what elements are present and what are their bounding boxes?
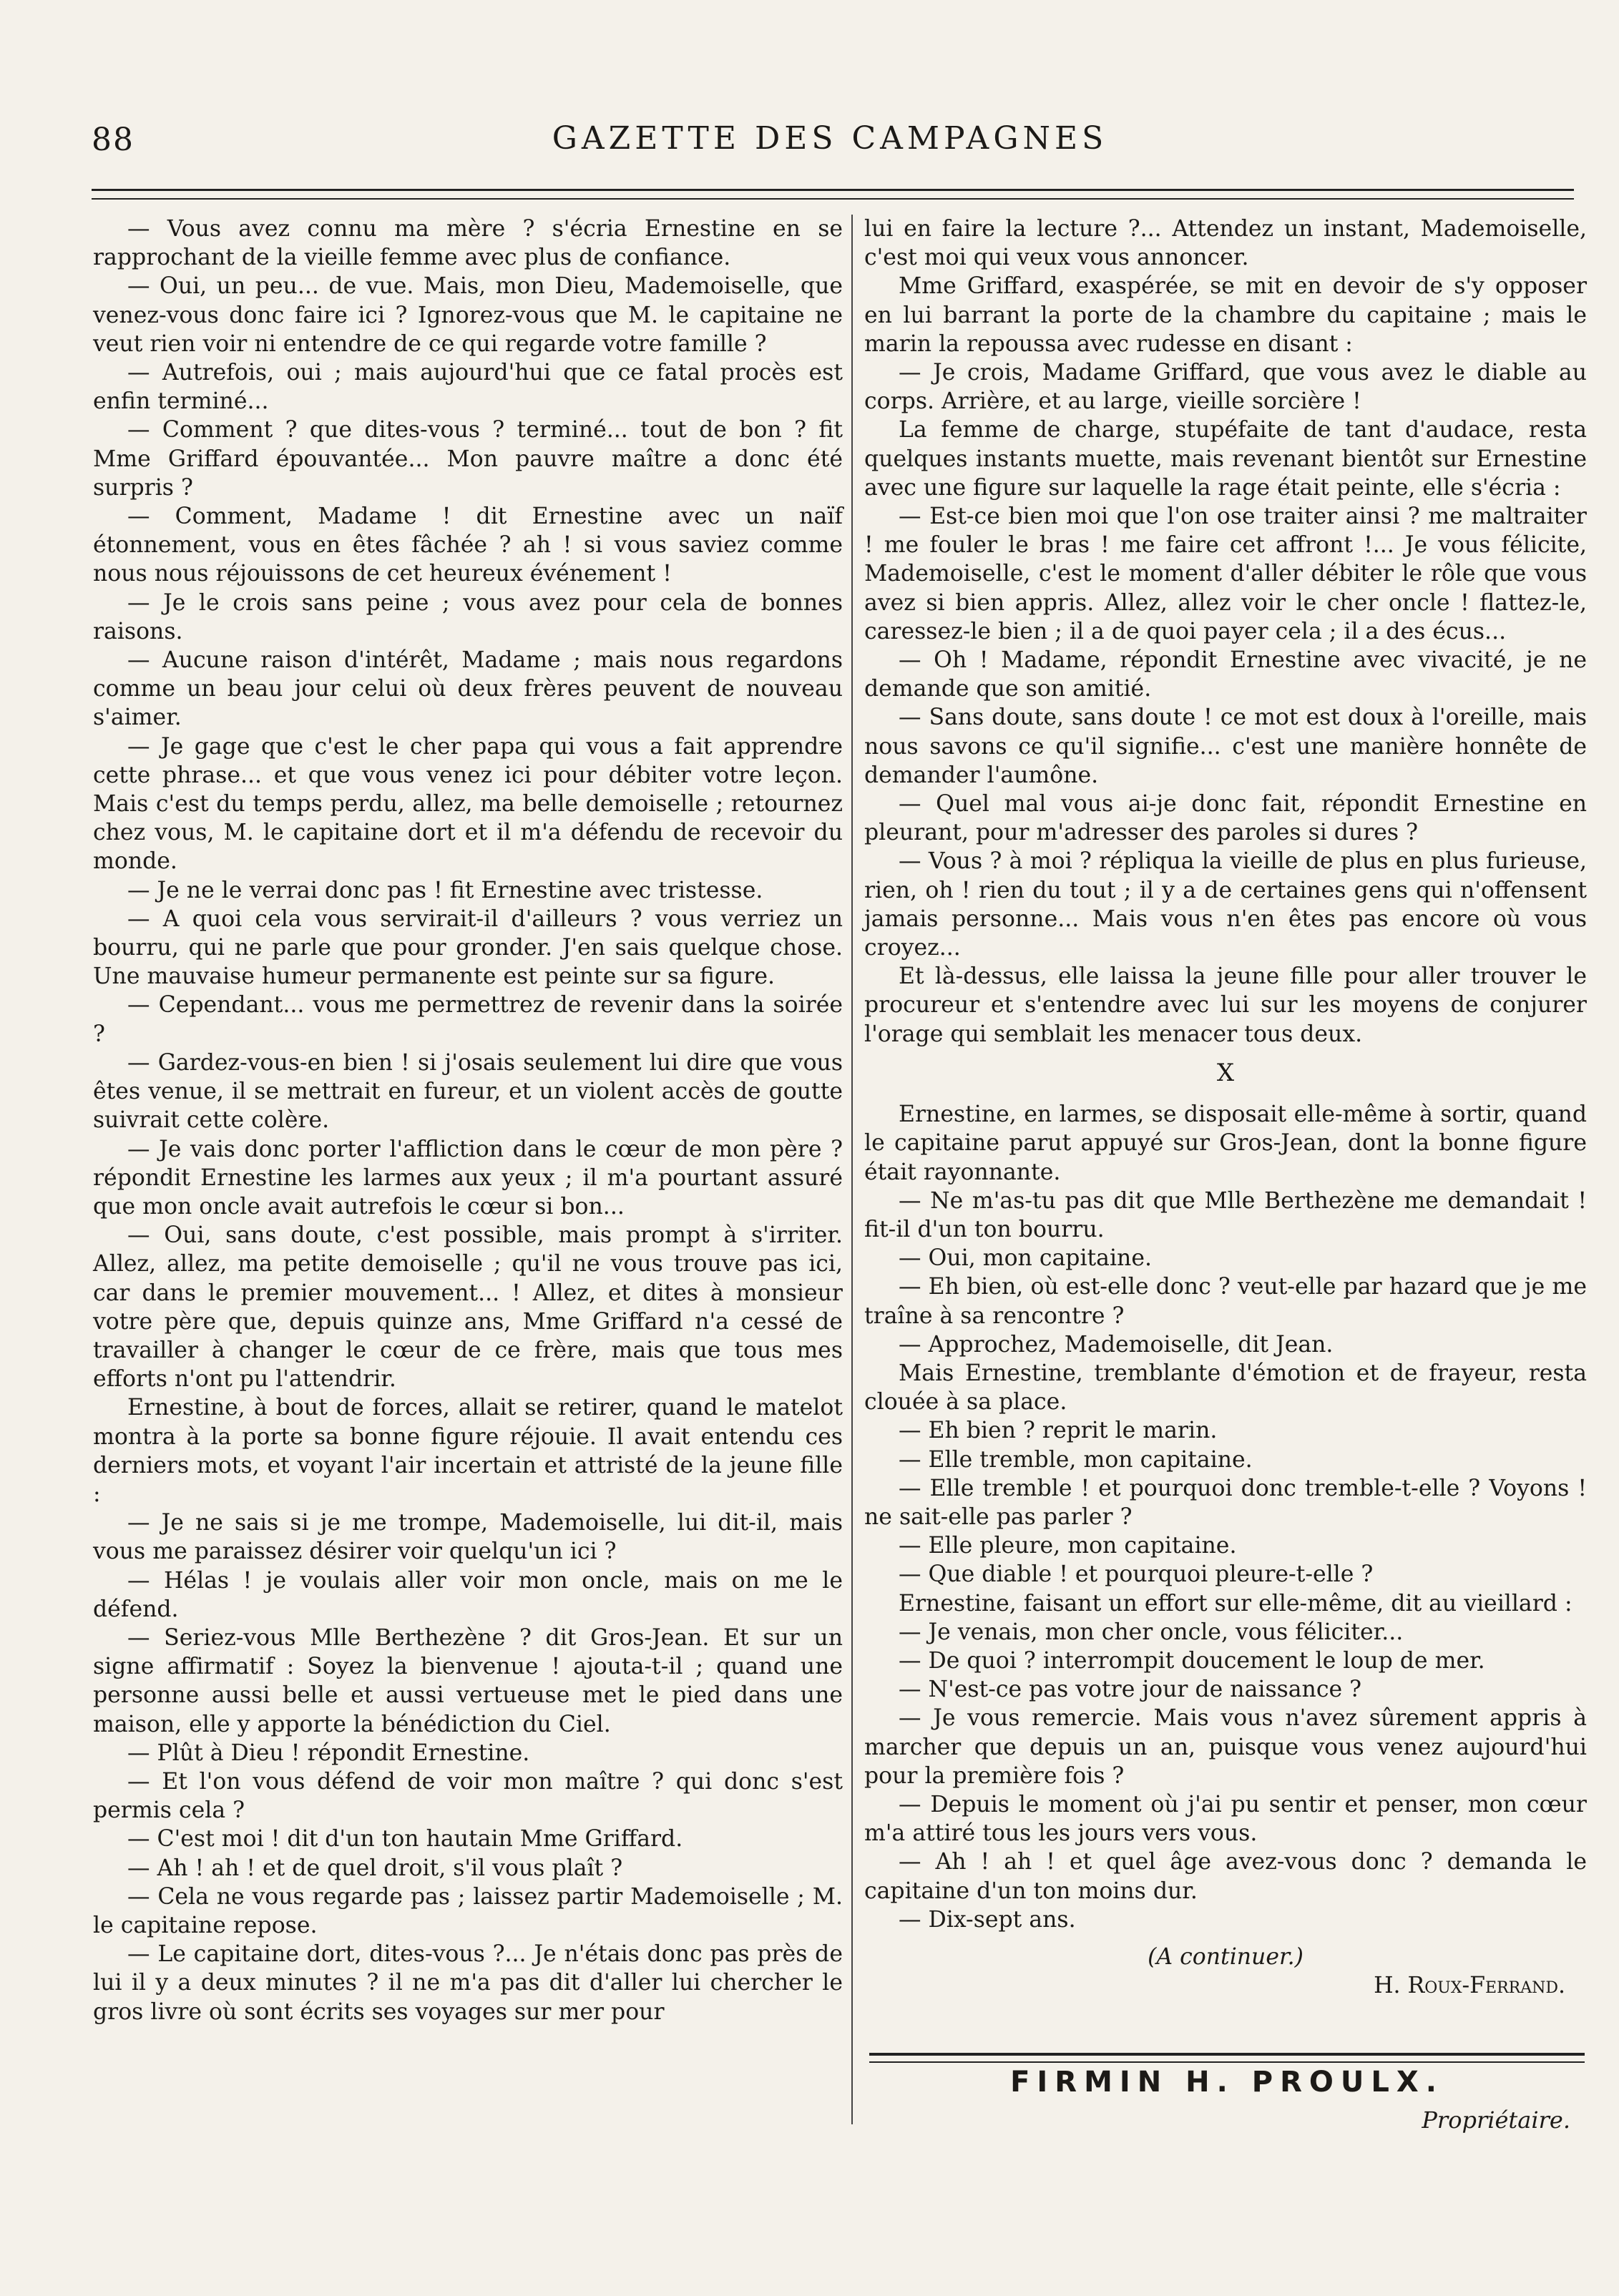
paragraph: — Je crois, Madame Griffard, que vous avez le diable au corps. Arrière, et au large, vieille sorcière !	[864, 360, 1587, 415]
paragraph: — Comment ? que dites-vous ? terminé... tout de bon ? fit Mme Griffard épouvantée... Mon pauvre maître a donc été surpris ?	[93, 417, 843, 501]
paragraph: — Sans doute, sans doute ! ce mot est doux à l'oreille, mais nous savons ce qu'il signifie... c'est une manière honnête de demander l'aumône.	[864, 705, 1587, 788]
paragraph: — Comment, Madame ! dit Ernestine avec un naïf étonnement, vous en êtes fâchée ? ah ! si vous saviez comme nous nous réjouissons de cet heureux événement !	[93, 504, 843, 587]
paragraph: — Cependant... vous me permettrez de revenir dans la soirée ?	[93, 992, 843, 1047]
paragraph: — Cela ne vous regarde pas ; laissez partir Mademoiselle ; M. le capitaine repose.	[93, 1883, 843, 1938]
paragraph: — Hélas ! je voulais aller voir mon oncle, mais on me le défend.	[93, 1567, 843, 1622]
paragraph: Mais Ernestine, tremblante d'émotion et de frayeur, resta clouée à sa place.	[864, 1360, 1587, 1416]
continuation-note: (A continuer.)	[1148, 1943, 1303, 1970]
paragraph: — Seriez-vous Mlle Berthezène ? dit Gros-Jean. Et sur un signe affirmatif : Soyez la bienvenue ! ajouta-t-il ; quand une personne aussi belle et aussi vertueuse met le pied dans une maison, elle y apporte la bénédiction du Ciel.	[93, 1624, 843, 1737]
paragraph: — Je gage que c'est le cher papa qui vous a fait apprendre cette phrase... et que vous venez ici pour débiter votre leçon. Mais c'est du temps perdu, allez, ma belle demoiselle ; retournez chez vous, M. le capitaine dort et il m'a défendu de recevoir du monde.	[93, 733, 843, 875]
paragraph: — Je vous remercie. Mais vous n'avez sûrement appris à marcher que depuis un an, puisque vous venez aujourd'hui pour la première fois ?	[864, 1705, 1587, 1789]
paragraph: — Je ne le verrai donc pas ! fit Ernestine avec tristesse.	[127, 877, 763, 903]
paragraph: Ernestine, faisant un effort sur elle-même, dit au vieillard :	[899, 1590, 1572, 1616]
paragraph: — Plût à Dieu ! répondit Ernestine.	[127, 1740, 530, 1766]
paragraph: — C'est moi ! dit d'un ton hautain Mme Griffard.	[127, 1826, 683, 1853]
paragraph: — Autrefois, oui ; mais aujourd'hui que ce fatal procès est enfin terminé...	[93, 360, 843, 415]
right-column	[864, 215, 1587, 2000]
column-divider	[851, 215, 853, 2124]
paragraph: — Oh ! Madame, répondit Ernestine avec vivacité, je ne demande que son amitié.	[864, 647, 1587, 702]
footer-rule	[869, 2053, 1585, 2063]
right-column-part-one	[864, 215, 1587, 1049]
paragraph: — Elle tremble, mon capitaine.	[899, 1446, 1253, 1473]
paragraph: — A quoi cela vous servirait-il d'ailleurs ? vous verriez un bourru, qui ne parle que pour gronder. J'en sais quelque chose. Une mauvaise humeur permanente est peinte sur sa figure.	[93, 906, 843, 990]
paragraph: — Oui, sans doute, c'est possible, mais prompt à s'irriter. Allez, allez, ma petite demoiselle ; qu'il ne vous trouve pas ici, car dans le premier mouvement... ! Allez, et dites à monsieur votre père que, depuis quinze ans, Mme Griffard n'a cessé de travailler à changer le cœur de ce frère, mais que tous mes efforts n'ont pu l'attendrir.	[93, 1222, 843, 1393]
author-signature: H. Roux-Ferrand.	[1374, 1973, 1565, 1999]
paragraph: — Oui, mon capitaine.	[899, 1245, 1152, 1272]
paragraph: — Approchez, Mademoiselle, dit Jean.	[899, 1331, 1334, 1358]
paragraph: — Eh bien ? reprit le marin.	[899, 1418, 1218, 1444]
paragraph: Et là-dessus, elle laissa la jeune fille pour aller trouver le procureur et s'entendre avec lui sur les moyens de conjurer l'orage qui semblait les menacer tous deux.	[864, 963, 1587, 1047]
page-header	[86, 114, 1574, 165]
paragraph: — Est-ce bien moi que l'on ose traiter ainsi ? me maltraiter ! me fouler le bras ! me faire cet affront !... Je vous félicite, Mademoiselle, c'est le moment d'aller débiter le rôle que vous avez si bien appris. Allez, allez voir le cher oncle ! flattez-le, caressez-le bien ; il a de quoi payer cela ; il a des écus...	[864, 504, 1587, 644]
paragraph: lui en faire la lecture ?... Attendez un instant, Mademoiselle, c'est moi qui veux vous annoncer.	[864, 216, 1587, 271]
paragraph: — Et l'on vous défend de voir mon maître ? qui donc s'est permis cela ?	[93, 1768, 843, 1824]
paragraph: Mme Griffard, exaspérée, se mit en devoir de s'y opposer en lui barrant la porte de la chambre du capitaine ; mais le marin la repoussa avec rudesse en disant :	[864, 273, 1587, 357]
paragraph: — Vous ? à moi ? répliqua la vieille de plus en plus furieuse, rien, oh ! rien du tout ; il y a de certaines gens qui n'offensent jamais personne... Mais vous n'en êtes pas encore où vous croyez...	[864, 848, 1587, 961]
paragraph: — Aucune raison d'intérêt, Madame ; mais nous regardons comme un beau jour celui où deux frères peuvent de nouveau s'aimer.	[93, 647, 843, 731]
paragraph: — Eh bien, où est-elle donc ? veut-elle par hazard que je me traîne à sa rencontre ?	[864, 1274, 1587, 1329]
left-column	[93, 215, 843, 2026]
paragraph: — Vous avez connu ma mère ? s'écria Ernestine en se rapprochant de la vieille femme avec plus de confiance.	[93, 216, 843, 271]
paragraph: Ernestine, en larmes, se disposait elle-même à sortir, quand le capitaine parut appuyé sur Gros-Jean, dont la bonne figure était rayonnante.	[864, 1102, 1587, 1185]
paragraph: — Je vais donc porter l'affliction dans le cœur de mon père ? répondit Ernestine les larmes aux yeux ; il m'a pourtant assuré que mon oncle avait autrefois le cœur si bon...	[93, 1136, 843, 1220]
proprietor-name: FIRMIN H. PROULX.	[1010, 2066, 1444, 2099]
paragraph: — Le capitaine dort, dites-vous ?... Je n'étais donc pas près de lui il y a deux minutes ? il ne m'a pas dit d'aller lui chercher le gros livre où sont écrits ses voyages sur mer pour	[93, 1941, 843, 2025]
paragraph: — Ah ! ah ! et de quel droit, s'il vous plaît ?	[127, 1855, 623, 1881]
paragraph: Ernestine, à bout de forces, allait se retirer, quand le matelot montra à la porte sa bonne figure réjouie. Il avait entendu ces derniers mots, et voyant l'air incertain et attristé de la jeune fille :	[93, 1395, 843, 1507]
page-number: 88	[92, 122, 134, 158]
paragraph: — Je ne sais si je me trompe, Mademoiselle, lui dit-il, mais vous me paraissez désirer voir quelqu'un ici ?	[93, 1510, 843, 1565]
paragraph: — Oui, un peu... de vue. Mais, mon Dieu, Mademoiselle, que venez-vous donc faire ici ? Ignorez-vous que M. le capitaine ne veut rien voir ni entendre de ce qui regarde votre famille ?	[93, 273, 843, 357]
paragraph: — Gardez-vous-en bien ! si j'osais seulement lui dire que vous êtes venue, il se mettrait en fureur, et un violent accès de goutte suivrait cette colère.	[93, 1049, 843, 1134]
paragraph: — Ne m'as-tu pas dit que Mlle Berthezène me demandait ! fit-il d'un ton bourru.	[864, 1187, 1587, 1242]
proprietor-role: Propriétaire.	[1422, 2106, 1570, 2134]
journal-title: GAZETTE DES CAMPAGNES	[552, 120, 1108, 157]
paragraph: — Depuis le moment où j'ai pu sentir et penser, mon cœur m'a attiré tous les jours vers vous.	[864, 1791, 1587, 1847]
paragraph: — Ah ! ah ! et quel âge avez-vous donc ? demanda le capitaine d'un ton moins dur.	[864, 1849, 1587, 1904]
paragraph: — Je venais, mon cher oncle, vous féliciter...	[899, 1619, 1404, 1645]
right-column-part-two	[864, 1100, 1587, 1934]
paragraph: — Elle tremble ! et pourquoi donc tremble-t-elle ? Voyons ! ne sait-elle pas parler ?	[864, 1475, 1587, 1530]
paragraph: — Dix-sept ans.	[899, 1906, 1076, 1933]
paragraph: — N'est-ce pas votre jour de naissance ?	[899, 1677, 1362, 1703]
paragraph: — De quoi ? interrompit doucement le loup de mer.	[899, 1647, 1485, 1674]
paragraph: — Que diable ! et pourquoi pleure-t-elle ?	[899, 1561, 1374, 1588]
paragraph: — Quel mal vous ai-je donc fait, répondit Ernestine en pleurant, pour m'adresser des paroles si dures ?	[864, 791, 1587, 846]
section-mark: X	[1216, 1058, 1235, 1087]
paragraph: La femme de charge, stupéfaite de tant d'audace, resta quelques instants muette, mais revenant bientôt sur Ernestine avec une figure sur laquelle la rage était peinte, elle s'écria :	[864, 417, 1587, 501]
paragraph: — Je le crois sans peine ; vous avez pour cela de bonnes raisons.	[93, 589, 843, 644]
paragraph: — Elle pleure, mon capitaine.	[899, 1533, 1237, 1559]
header-rule	[92, 189, 1574, 200]
